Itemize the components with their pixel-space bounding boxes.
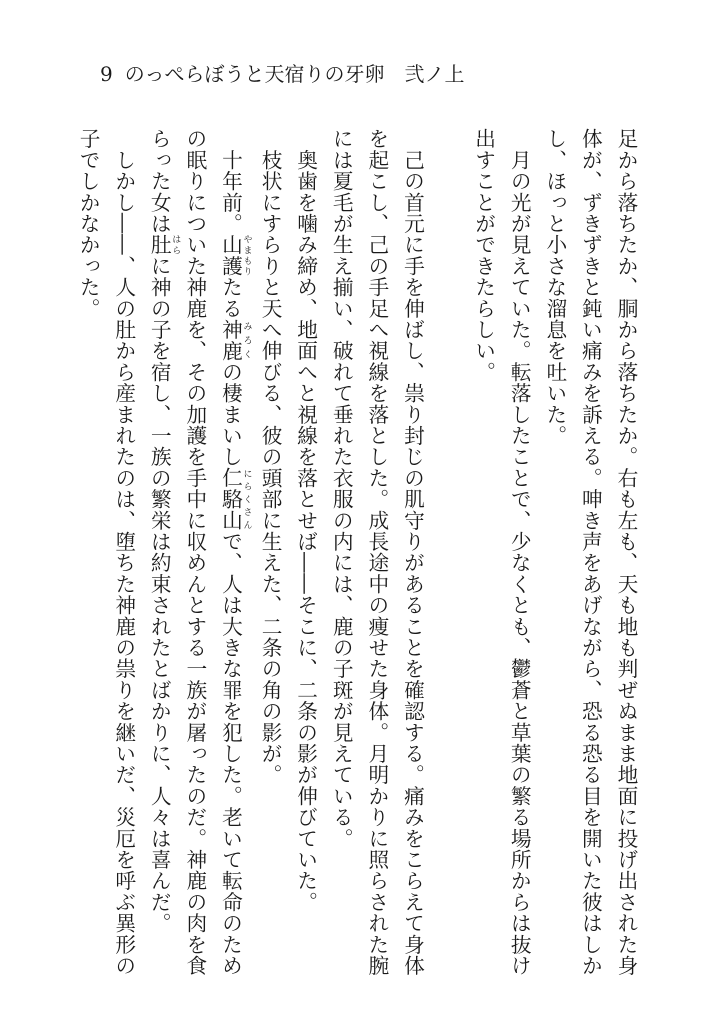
text-run: に神の子を宿し、一族の繁栄は約束されたとばかりに、人々は喜んだ。 bbox=[147, 255, 172, 934]
paragraph bbox=[287, 128, 323, 978]
paragraph bbox=[70, 128, 141, 978]
ruby-reading: はら bbox=[170, 234, 181, 256]
paragraph bbox=[251, 128, 287, 978]
text-run: で、人は大きな罪を犯した。老いて転命のための眠りについた神鹿を、その加護を手中に収めんとする一族が屠ったのだ。神鹿の肉を食らった女は bbox=[147, 128, 243, 977]
text-run: 枝状にすらりと天へ伸びる、彼の頭部に生えた、二条の角の影が。 bbox=[258, 128, 283, 786]
page-number: 9 bbox=[100, 62, 113, 86]
running-header bbox=[100, 62, 465, 86]
text-run: 月の光が見えていた。転落したことで、少なくとも、鬱蒼と草葉の繁る場所からは抜け出すことができたらしい。 bbox=[471, 128, 532, 976]
blank-line bbox=[429, 128, 465, 978]
ruby-base: 山護 bbox=[218, 234, 243, 277]
ruby-base: 仁駱山 bbox=[218, 467, 243, 531]
ruby-annotated-word bbox=[147, 234, 181, 256]
ruby-base: 神鹿 bbox=[218, 318, 243, 362]
paragraph bbox=[141, 128, 252, 978]
paragraph bbox=[536, 128, 643, 978]
text-run: の棲まいし bbox=[218, 361, 243, 468]
body-text bbox=[70, 128, 644, 978]
ruby-annotated-word bbox=[218, 318, 252, 362]
text-run: しかし――、人の肚から産まれたのは、堕ちた神鹿の祟りを継いだ、災厄を呼ぶ異形の子でしかなかった。 bbox=[76, 128, 136, 976]
text-run: たる bbox=[218, 276, 243, 319]
ruby-base: 肚 bbox=[147, 234, 172, 256]
ruby-reading: みろく bbox=[241, 318, 252, 362]
paragraph bbox=[323, 128, 430, 978]
paragraph bbox=[465, 128, 536, 978]
ruby-reading: にらくさん bbox=[241, 467, 252, 531]
text-run: 己の首元に手を伸ばし、祟り封じの肌守りがあることを確認する。痛みをこらえて身体を起こし、己の手足へ視線を落とした。成長途中の痩せた身体。月明かりに照らされた腕には夏毛が生え揃い、破れて垂れた衣服の内には、鹿の子斑が見えている。 bbox=[329, 128, 425, 976]
ruby-annotated-word bbox=[218, 234, 252, 277]
running-title: のっぺらぼうと天宿りの牙卵 弐ノ上 bbox=[124, 62, 465, 86]
text-run: 十年前。 bbox=[218, 128, 243, 234]
text-run: 奥歯を噛み締め、地面へと視線を落とせば――そこに、二条の影が伸びていた。 bbox=[293, 128, 318, 913]
ruby-annotated-word bbox=[218, 467, 252, 531]
text-run: 足から落ちたか、胴から落ちたか。右も左も、天も地も判ぜぬまま地面に投げ出された身体が、ずきずきと鈍い痛みを訴える。呻き声をあげながら、恐る恐る目を開いた彼はしかし、ほっと小さな溜息を吐いた。 bbox=[542, 128, 638, 977]
ruby-reading: やまもり bbox=[241, 234, 252, 277]
